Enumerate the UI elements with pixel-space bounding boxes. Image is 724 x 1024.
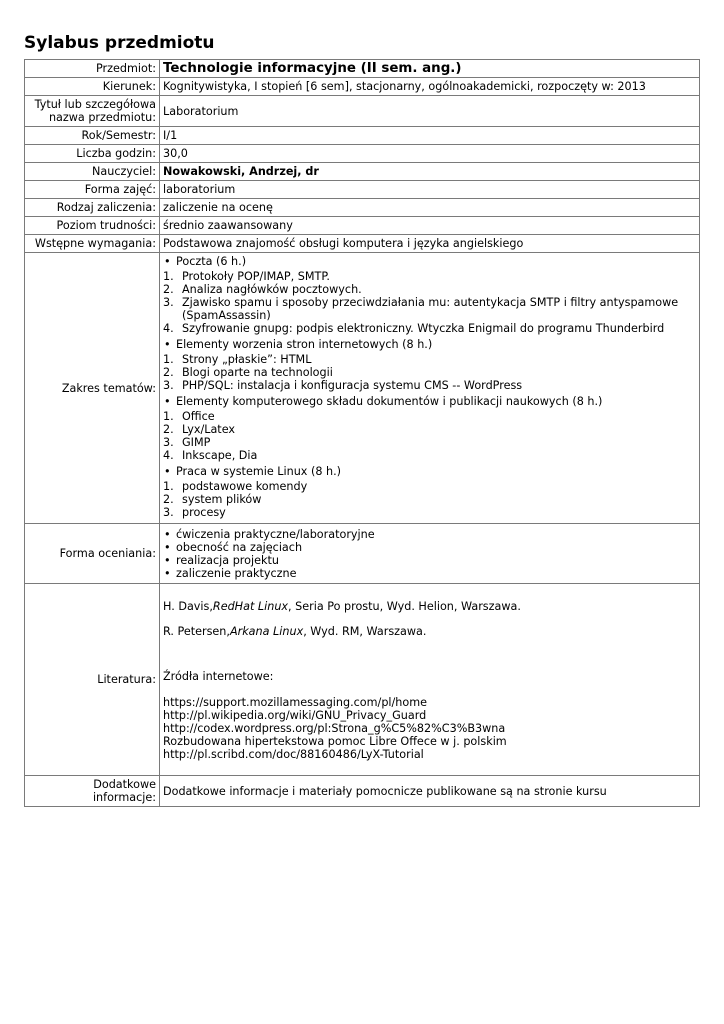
topic-item: 2. system plików bbox=[163, 493, 262, 506]
label-przedmiot: Przedmiot: bbox=[25, 60, 160, 78]
topic-item: 2. Analiza nagłówków pocztowych. bbox=[163, 283, 362, 296]
label-literatura: Literatura: bbox=[25, 584, 160, 776]
value-tytul: Laboratorium bbox=[160, 96, 700, 127]
row-zakres bbox=[25, 253, 700, 524]
page-title: Sylabus przedmiotu bbox=[24, 33, 215, 53]
topic-item: 3. PHP/SQL: instalacja i konfiguracja systemu CMS -- WordPress bbox=[163, 379, 523, 392]
row-kierunek bbox=[25, 78, 700, 96]
topic-item: 3. GIMP bbox=[163, 436, 211, 449]
row-dodatkowe bbox=[25, 776, 700, 807]
topic-group bbox=[163, 465, 696, 519]
source-link[interactable]: https://support.mozillamessaging.com/pl/home bbox=[163, 696, 428, 709]
topic-item-text: PHP/SQL: instalacja i konfiguracja systemu CMS -- WordPress bbox=[182, 379, 523, 392]
topic-item: 4. Szyfrowanie gnupg: podpis elektroniczny. Wtyczka Enigmail do programu Thunderbird bbox=[163, 322, 665, 335]
topic-item-text: Strony „płaskie”: HTML bbox=[182, 353, 312, 366]
label-tytul-line2: nazwa przedmiotu: bbox=[48, 111, 156, 124]
row-godziny bbox=[25, 145, 700, 163]
value-zakres bbox=[160, 253, 700, 524]
book-author: H. Davis, bbox=[163, 600, 213, 613]
topic-item: 3. procesy bbox=[163, 506, 226, 519]
label-zakres: Zakres tematów: bbox=[25, 253, 160, 524]
book-details: , Seria Po prostu, Wyd. Helion, Warszawa. bbox=[288, 600, 521, 613]
topic-item-text: procesy bbox=[182, 506, 226, 519]
row-poziom bbox=[25, 217, 700, 235]
value-ocenianie bbox=[160, 524, 700, 584]
book-details: , Wyd. RM, Warszawa. bbox=[303, 625, 427, 638]
topic-item: 1. podstawowe komendy bbox=[163, 480, 308, 493]
topic-item: 1. Protokoły POP/IMAP, SMTP. bbox=[163, 270, 330, 283]
book-title: Arkana Linux bbox=[229, 625, 304, 638]
topic-item: 1. Office bbox=[163, 410, 215, 423]
topic-item-text: Lyx/Latex bbox=[182, 423, 235, 436]
topic-item-text: podstawowe komendy bbox=[182, 480, 308, 493]
label-forma: Forma zajęć: bbox=[25, 181, 160, 199]
label-tytul-line1: Tytuł lub szczegółowa bbox=[34, 98, 156, 111]
label-nauczyciel: Nauczyciel: bbox=[25, 163, 160, 181]
row-rok bbox=[25, 127, 700, 145]
book-entry bbox=[163, 600, 696, 613]
topic-item-text: GIMP bbox=[182, 436, 211, 449]
label-tytul bbox=[25, 96, 160, 127]
topic-item-text: Protokoły POP/IMAP, SMTP. bbox=[182, 270, 330, 283]
topic-item: 4. Inkscape, Dia bbox=[163, 449, 258, 462]
source-text: Rozbudowana hipertekstowa pomoc Libre Offece w j. polskim bbox=[163, 735, 507, 748]
label-wymagania: Wstępne wymagania: bbox=[25, 235, 160, 253]
value-godziny: 30,0 bbox=[160, 145, 700, 163]
value-kierunek: Kognitywistyka, I stopień [6 sem], stacjonarny, ogólnoakademicki, rozpoczęty w: 2013 bbox=[160, 78, 700, 96]
assessment-item: • zaliczenie praktyczne bbox=[163, 567, 696, 580]
topic-item-text: Office bbox=[182, 410, 215, 423]
topic-item: 3. Zjawisko spamu i sposoby przeciwdziałania mu: autentykacja SMTP i filtry antyspamowe (SpamAssassin) bbox=[163, 296, 679, 322]
topic-item-text: system plików bbox=[182, 493, 262, 506]
assessment-item: • realizacja projektu bbox=[163, 554, 696, 567]
assessment-item: • ćwiczenia praktyczne/laboratoryjne bbox=[163, 528, 696, 541]
topic-item-text: Zjawisko spamu i sposoby przeciwdziałania mu: autentykacja SMTP i filtry antyspamowe (SpamAssassin) bbox=[182, 296, 679, 322]
value-nauczyciel: Nowakowski, Andrzej, dr bbox=[160, 163, 700, 181]
value-forma: laboratorium bbox=[160, 181, 700, 199]
source-link[interactable]: http://pl.scribd.com/doc/88160486/LyX-Tutorial bbox=[163, 748, 424, 761]
label-zaliczenie: Rodzaj zaliczenia: bbox=[25, 199, 160, 217]
label-rok: Rok/Semestr: bbox=[25, 127, 160, 145]
row-ocenianie bbox=[25, 524, 700, 584]
topic-item: 2. Blogi oparte na technologii bbox=[163, 366, 333, 379]
value-zaliczenie: zaliczenie na ocenę bbox=[160, 199, 700, 217]
topic-heading: • Elementy worzenia stron internetowych (8 h.) bbox=[163, 338, 696, 351]
topic-heading: • Praca w systemie Linux (8 h.) bbox=[163, 465, 696, 478]
source-link[interactable]: http://pl.wikipedia.org/wiki/GNU_Privacy_Guard bbox=[163, 709, 427, 722]
row-literatura bbox=[25, 584, 700, 776]
value-wymagania: Podstawowa znajomość obsługi komputera i języka angielskiego bbox=[160, 235, 700, 253]
topic-item-text: Blogi oparte na technologii bbox=[182, 366, 333, 379]
source-link[interactable]: http://codex.wordpress.org/pl:Strona_g%C5%82%C3%B3wna bbox=[163, 722, 506, 735]
topic-heading: • Elementy komputerowego składu dokumentów i publikacji naukowych (8 h.) bbox=[163, 395, 696, 408]
book-entry bbox=[163, 625, 696, 638]
row-forma bbox=[25, 181, 700, 199]
topic-item-text: Inkscape, Dia bbox=[182, 449, 258, 462]
assessment-item: • obecność na zajęciach bbox=[163, 541, 696, 554]
value-literatura bbox=[160, 584, 700, 776]
book-author: R. Petersen, bbox=[163, 625, 230, 638]
topic-item-text: Analiza nagłówków pocztowych. bbox=[182, 283, 362, 296]
sources-heading: Źródła internetowe: bbox=[163, 670, 274, 683]
row-przedmiot bbox=[25, 60, 700, 78]
label-godziny: Liczba godzin: bbox=[25, 145, 160, 163]
row-zaliczenie bbox=[25, 199, 700, 217]
row-tytul bbox=[25, 96, 700, 127]
value-dodatkowe: Dodatkowe informacje i materiały pomocnicze publikowane są na stronie kursu bbox=[160, 776, 700, 807]
topic-group bbox=[163, 395, 696, 462]
label-ocenianie: Forma oceniania: bbox=[25, 524, 160, 584]
label-dodatkowe: Dodatkowe informacje: bbox=[25, 776, 160, 807]
topic-item: 2. Lyx/Latex bbox=[163, 423, 235, 436]
topic-item-text: Szyfrowanie gnupg: podpis elektroniczny. Wtyczka Enigmail do programu Thunderbird bbox=[182, 322, 665, 335]
book-title: RedHat Linux bbox=[212, 600, 289, 613]
row-wymagania bbox=[25, 235, 700, 253]
topic-item: 1. Strony „płaskie”: HTML bbox=[163, 353, 312, 366]
topic-group bbox=[163, 338, 696, 392]
value-poziom: średnio zaawansowany bbox=[160, 217, 700, 235]
label-kierunek: Kierunek: bbox=[25, 78, 160, 96]
topic-group bbox=[163, 255, 696, 335]
topic-heading: • Poczta (6 h.) bbox=[163, 255, 696, 268]
value-przedmiot: Technologie informacyjne (II sem. ang.) bbox=[160, 60, 700, 78]
row-nauczyciel bbox=[25, 163, 700, 181]
label-poziom: Poziom trudności: bbox=[25, 217, 160, 235]
syllabus-table bbox=[24, 59, 700, 807]
value-rok: I/1 bbox=[160, 127, 700, 145]
